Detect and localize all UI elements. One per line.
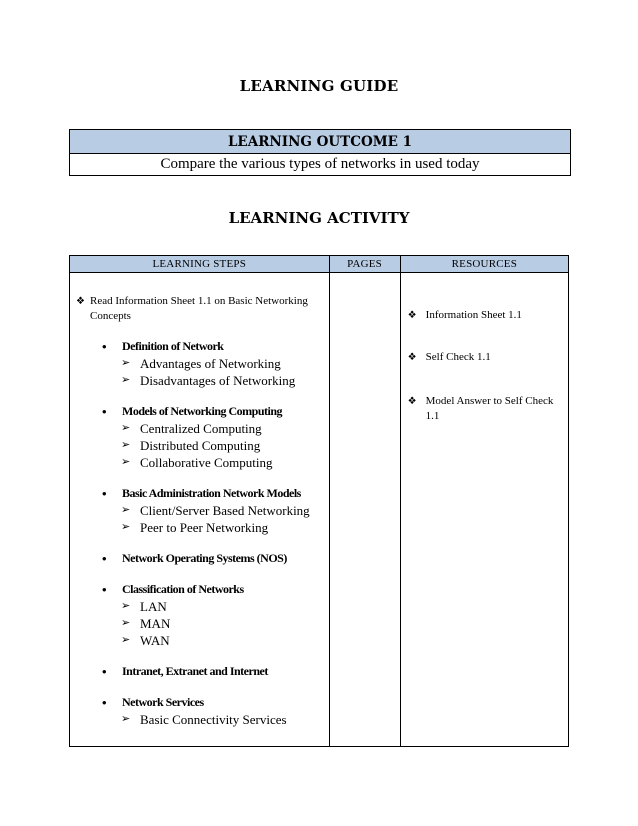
subtopic-item xyxy=(70,711,329,728)
arrow-bullet-icon: ➢ xyxy=(121,504,131,516)
topic-title xyxy=(70,403,329,420)
subtopic-item xyxy=(70,598,329,615)
arrow-bullet-icon: ➢ xyxy=(121,634,131,646)
resource-item xyxy=(401,308,566,323)
intro-text: Read Information Sheet 1.1 on Basic Networking Concepts xyxy=(90,295,308,322)
topic-item xyxy=(70,663,329,680)
subtopic-item xyxy=(70,615,329,632)
topic-item xyxy=(70,694,329,728)
arrow-bullet-icon: ➢ xyxy=(121,617,131,629)
pages-cell xyxy=(329,273,400,747)
subtopic-item xyxy=(70,632,329,649)
resource-item xyxy=(401,394,566,424)
arrow-bullet-icon: ➢ xyxy=(121,357,131,369)
arrow-bullet-icon: ➢ xyxy=(121,456,131,468)
round-bullet-icon: • xyxy=(102,551,107,566)
activity-title: LEARNING ACTIVITY xyxy=(228,209,410,227)
diamond-bullet-icon: ❖ xyxy=(407,352,417,363)
arrow-bullet-icon: ➢ xyxy=(121,521,131,533)
arrow-bullet-icon: ➢ xyxy=(121,600,131,612)
round-bullet-icon: • xyxy=(102,404,107,419)
subtopic-text: LAN xyxy=(140,599,167,614)
resources-cell xyxy=(400,273,568,747)
activity-table xyxy=(69,255,569,747)
header-learning-steps: LEARNING STEPS xyxy=(70,256,330,273)
topic-title-text: Basic Administration Network Models xyxy=(122,486,301,500)
round-bullet-icon: • xyxy=(102,695,107,710)
subtopic-text: Advantages of Networking xyxy=(140,356,281,371)
topic-title-text: Models of Networking Computing xyxy=(122,404,283,418)
round-bullet-icon: • xyxy=(102,664,107,679)
topic-title-text: Classification of Networks xyxy=(122,582,244,596)
table-header-row xyxy=(70,256,569,273)
subtopic-text: WAN xyxy=(140,633,170,648)
topic-title-text: Definition of Network xyxy=(122,339,224,353)
diamond-bullet-icon: ❖ xyxy=(76,296,85,307)
resource-text: Self Check 1.1 xyxy=(425,351,491,363)
table-row xyxy=(70,273,569,747)
topic-title xyxy=(70,550,329,567)
round-bullet-icon: • xyxy=(102,582,107,597)
subtopic-text: Centralized Computing xyxy=(140,421,262,436)
topic-title-text: Network Services xyxy=(122,695,204,709)
arrow-bullet-icon: ➢ xyxy=(121,439,131,451)
subtopic-item xyxy=(70,372,329,389)
topic-item xyxy=(70,338,329,389)
outcome-text: Compare the various types of networks in used today xyxy=(160,156,480,172)
subtopic-text: Collaborative Computing xyxy=(140,455,273,470)
subtopic-text: Distributed Computing xyxy=(140,438,261,453)
header-resources: RESOURCES xyxy=(400,256,568,273)
subtopic-text: Client/Server Based Networking xyxy=(140,503,310,518)
topic-item xyxy=(70,403,329,471)
diamond-bullet-icon: ❖ xyxy=(407,396,417,407)
resource-text: Information Sheet 1.1 xyxy=(425,309,522,321)
round-bullet-icon: • xyxy=(102,486,107,501)
outcome-header: LEARNING OUTCOME 1 xyxy=(70,130,570,154)
steps-cell xyxy=(70,273,330,747)
arrow-bullet-icon: ➢ xyxy=(121,713,131,725)
subtopic-text: Peer to Peer Networking xyxy=(140,520,269,535)
arrow-bullet-icon: ➢ xyxy=(121,374,131,386)
topic-title-text: Intranet, Extranet and Internet xyxy=(122,664,268,678)
topic-list xyxy=(70,338,329,728)
subtopic-text: Disadvantages of Networking xyxy=(140,373,296,388)
diamond-bullet-icon: ❖ xyxy=(407,310,417,321)
topic-item xyxy=(70,550,329,567)
topic-title xyxy=(70,485,329,502)
header-pages: PAGES xyxy=(329,256,400,273)
topic-item xyxy=(70,581,329,649)
round-bullet-icon: • xyxy=(102,339,107,354)
subtopic-item xyxy=(70,454,329,471)
resource-text: Model Answer to Self Check 1.1 xyxy=(425,395,554,422)
outcome-table xyxy=(69,129,571,176)
subtopic-item xyxy=(70,437,329,454)
page-title: LEARNING GUIDE xyxy=(239,77,399,95)
intro-step xyxy=(70,294,329,324)
topic-title-text: Network Operating Systems (NOS) xyxy=(122,551,287,565)
arrow-bullet-icon: ➢ xyxy=(121,422,131,434)
subtopic-item xyxy=(70,502,329,519)
subtopic-item xyxy=(70,355,329,372)
topic-title xyxy=(70,694,329,711)
topic-title xyxy=(70,581,329,598)
subtopic-text: Basic Connectivity Services xyxy=(140,712,287,727)
topic-title xyxy=(70,663,329,680)
subtopic-item xyxy=(70,519,329,536)
topic-title xyxy=(70,338,329,355)
subtopic-text: MAN xyxy=(140,616,171,631)
resource-item xyxy=(401,350,566,365)
topic-item xyxy=(70,485,329,536)
subtopic-item xyxy=(70,420,329,437)
